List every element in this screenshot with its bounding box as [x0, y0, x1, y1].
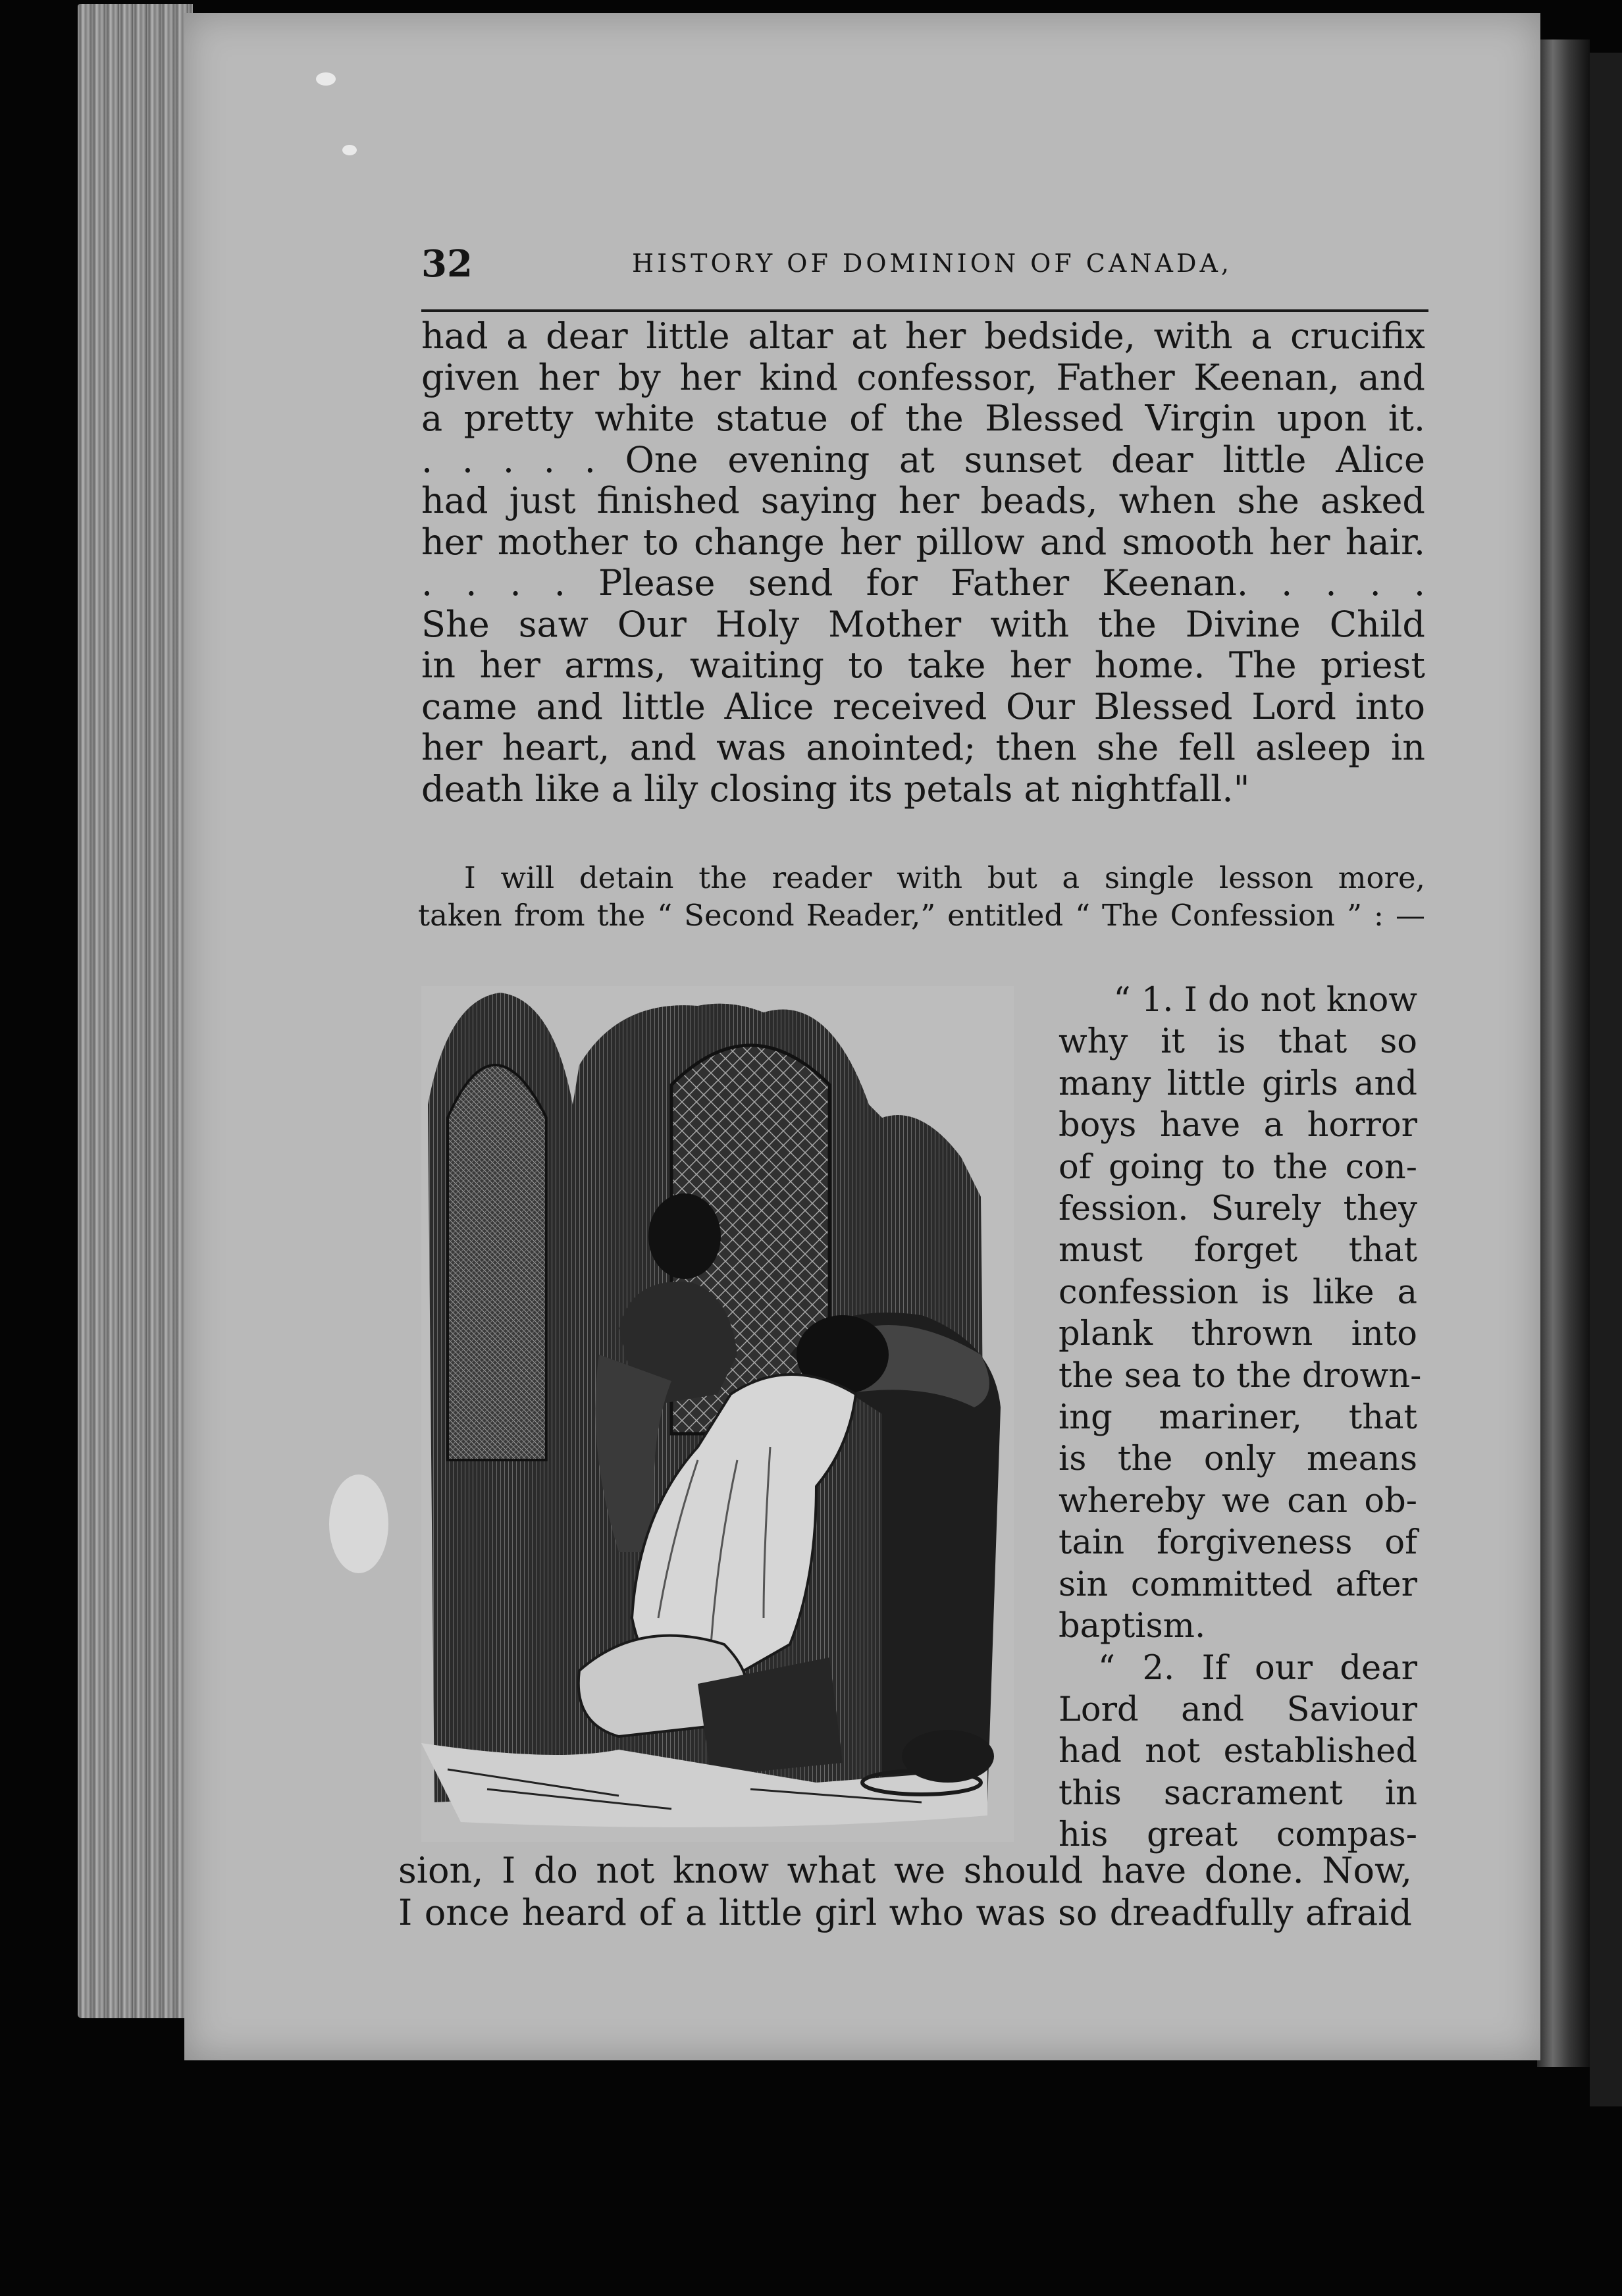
text-line: his great compas- [1059, 1815, 1417, 1855]
text-line: had a dear little altar at her bedside, with a crucifix [421, 315, 1425, 357]
right-page-fold [1537, 39, 1590, 2067]
text-line: many little girls and [1059, 1064, 1417, 1103]
text-line: given her by her kind confessor, Father Keenan, and [421, 356, 1425, 398]
header-rule [421, 309, 1428, 312]
running-title: HISTORY OF DOMINION OF CANADA, [632, 249, 1232, 278]
confession-engraving [421, 986, 1014, 1842]
text-line: is the only means [1059, 1440, 1417, 1479]
text-line: of going to the con- [1059, 1147, 1417, 1187]
text-line: plank thrown into [1059, 1315, 1417, 1354]
text-line: confession is like a [1059, 1272, 1417, 1312]
right-page-edge [1590, 53, 1622, 2106]
continuation-text [398, 1850, 1412, 1934]
page-edge-stack [78, 4, 193, 2018]
text-line: . . . . Please send for Father Keenan. . . . . [421, 562, 1425, 604]
text-line: sin committed after [1059, 1565, 1417, 1604]
page-number: 32 [421, 242, 473, 286]
text-line: I once heard of a little girl who was so dreadfully afraid [398, 1892, 1412, 1933]
text-line: why it is that so [1059, 1022, 1417, 1062]
text-line: ing mariner, that [1059, 1398, 1417, 1438]
scan-speck [316, 72, 336, 86]
text-line: this sacrament in [1059, 1773, 1417, 1813]
text-line: I will detain the reader with but a single lesson more, [464, 860, 1425, 895]
scan-speck [342, 145, 357, 155]
quoted-passage [421, 316, 1425, 810]
text-line: the sea to the drown- [1059, 1356, 1422, 1396]
text-line: “ 2. If our dear [1098, 1648, 1417, 1688]
text-line: whereby we can ob- [1059, 1481, 1417, 1521]
text-line: “ 1. I do not know [1113, 981, 1417, 1020]
text-line: her heart, and was anointed; then she fell asleep in [421, 727, 1425, 768]
text-line: in her arms, waiting to take her home. The priest [421, 644, 1425, 686]
text-line: tain forgiveness of [1059, 1523, 1417, 1563]
text-line: fession. Surely they [1059, 1189, 1417, 1229]
text-line: . . . . . One evening at sunset dear little Alice [421, 438, 1425, 481]
text-line: taken from the “ Second Reader,” entitled “ The Confession ” : — [418, 898, 1425, 933]
text-line: a pretty white statue of the Blessed Virgin upon it. [421, 398, 1425, 439]
scan-speck [329, 1474, 388, 1573]
text-line: sion, I do not know what we should have done. Now, [398, 1850, 1412, 1891]
text-line: She saw Our Holy Mother with the Divine Child [421, 603, 1425, 645]
detain-paragraph [418, 859, 1425, 934]
text-line: must forget that [1059, 1231, 1417, 1270]
text-line: boys have a horror [1059, 1106, 1417, 1145]
text-line: had just finished saying her beads, when she asked [421, 480, 1425, 521]
side-column-text [1059, 979, 1422, 1856]
text-line: had not established [1059, 1732, 1417, 1771]
text-line: her mother to change her pillow and smooth her hair. [421, 521, 1425, 563]
text-line: death like a lily closing its petals at nightfall." [421, 768, 1250, 810]
text-line: came and little Alice received Our Blessed Lord into [421, 685, 1425, 727]
text-line: Lord and Saviour [1059, 1690, 1417, 1729]
text-line: baptism. [1059, 1607, 1206, 1646]
